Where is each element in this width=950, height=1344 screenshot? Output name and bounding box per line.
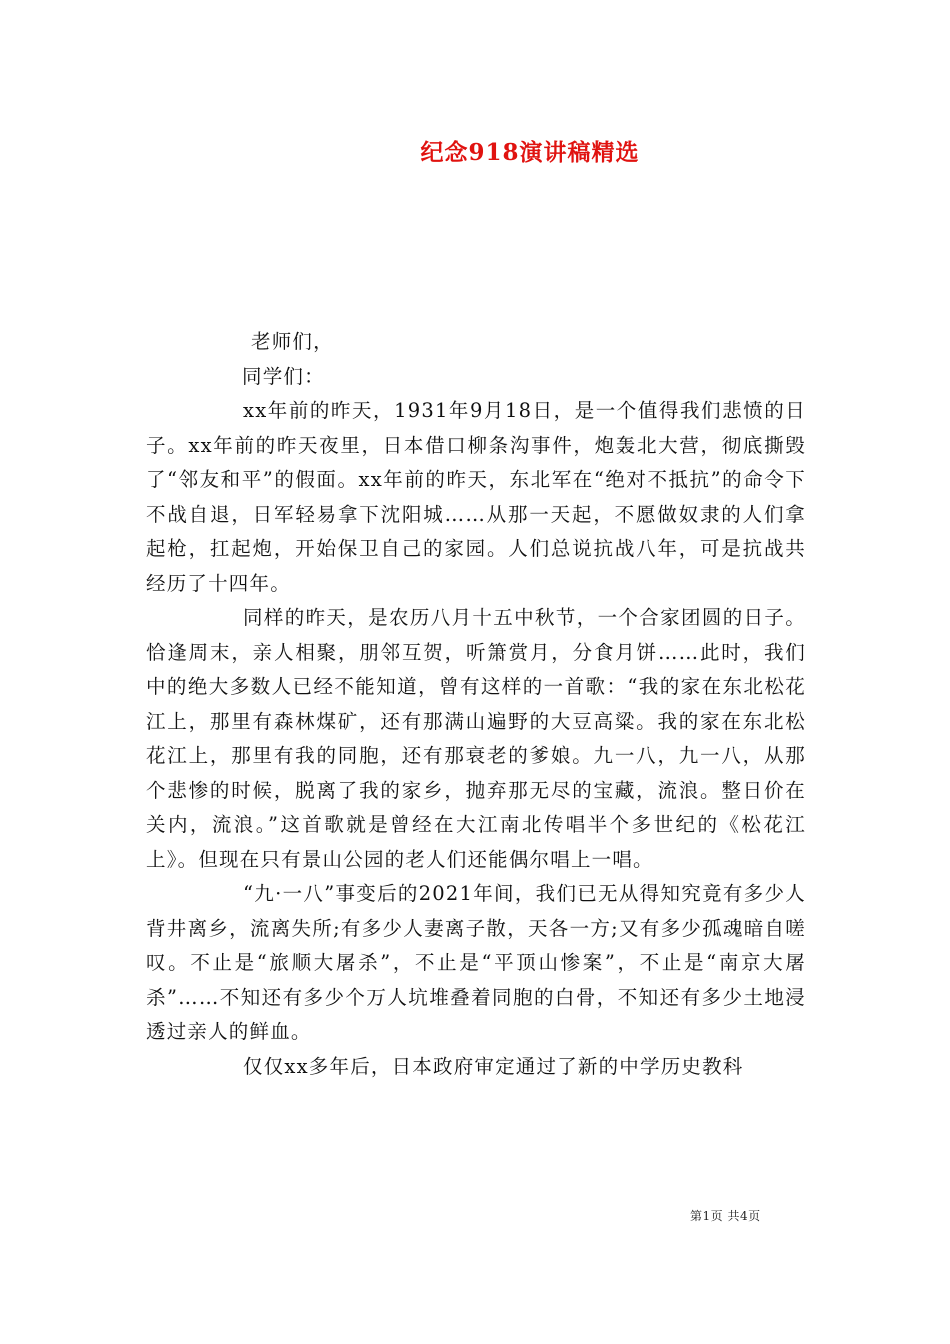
document-title: 纪念918演讲稿精选 [420, 139, 640, 166]
paragraph-2: 同样的昨天，是农历八月十五中秋节，一个合家团圆的日子。恰逢周末，亲人相聚，朋邻互贺，听箫赏月，分食月饼……此时，我们中的绝大多数人已经不能知道，曾有这样的一首歌：“我的家在东北松花江上，那里有森林煤矿，还有那满山遍野的大豆高粱。我的家在东北松花江上，那里有我的同胞，还有那衰老的爹娘。九一八，九一八，从那个悲惨的时候，脱离了我的家乡，抛弃那无尽的宝藏，流浪。整日价在关内，流浪。”这首歌就是曾经在大江南北传唱半个多世纪的《松花江上》。但现在只有景山公园的老人们还能偶尔唱上一唱。 [146, 606, 806, 871]
paragraph-3: “九·一八”事变后的2021年间，我们已无从得知究竟有多少人背井离乡，流离失所;有多少人妻离子散，天各一方;又有多少孤魂暗自嗟叹。不止是“旅顺大屠杀”，不止是“平顶山惨案”，不止是“南京大屠杀”……不知还有多少个万人坑堆叠着同胞的白骨，不知还有多少土地浸透过亲人的鲜血。 [146, 882, 806, 1043]
salutation-teachers: 老师们， [251, 330, 334, 353]
salutation-students: 同学们： [242, 364, 325, 388]
page-footer: 第1页 共4页 [690, 1209, 761, 1223]
document-body [146, 325, 806, 1084]
paragraph-4: 仅仅xx多年后，日本政府审定通过了新的中学历史教科 [243, 1054, 744, 1078]
paragraph-1: xx年前的昨天，1931年9月18日，是一个值得我们悲愤的日子。xx年前的昨天夜里，日本借口柳条沟事件，炮轰北大营，彻底撕毁了“邻友和平”的假面。xx年前的昨天，东北军在“绝对不抵抗”的命令下不战自退，日军轻易拿下沈阳城……从那一天起，不愿做奴隶的人们拿起枪，扛起炮，开始保卫自己的家园。人们总说抗战八年，可是抗战共经历了十四年。 [146, 399, 806, 595]
